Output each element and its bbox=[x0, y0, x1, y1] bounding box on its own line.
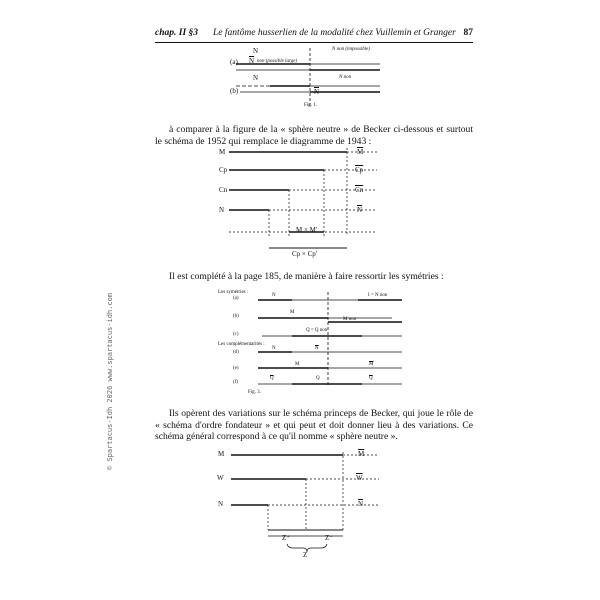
side-watermark: © Spartacus-Idh 2026 www.spartacus-idh.com bbox=[106, 292, 114, 470]
fig2-row-cn-left: Cn bbox=[219, 186, 228, 194]
fig3-heading-complementarities: Les complémentarités : bbox=[218, 342, 265, 347]
fig3-row-b-l1: M bbox=[290, 310, 295, 315]
paragraph-1: à comparer à la figure de la « sphère neutre » de Becker ci-dessous et surtout le schéma de 1952 qui remplace le diagramme de 1943 : bbox=[155, 124, 473, 147]
fig2-outer-label: Cp × Cp' bbox=[292, 250, 318, 258]
fig3-row-a-l1: N bbox=[272, 293, 276, 298]
fig3-row-f-l3: $\overline{Q}$ bbox=[369, 376, 373, 381]
fig3-row-c-l1: Q = Q non bbox=[306, 328, 328, 333]
fig3-caption: Fig. 3. bbox=[248, 390, 261, 395]
fig1-row-a-n-note: N non (impossible) bbox=[332, 47, 371, 52]
fig3-row-e-l3: $\overline{M}$ bbox=[369, 362, 374, 367]
fig3-row-f-tag: (f) bbox=[233, 380, 238, 385]
fig3-row-f-l1: $\overline{Q}$ bbox=[270, 376, 274, 381]
fig4-z-label: Z bbox=[303, 551, 308, 559]
fig1-row-b-label: (b) bbox=[230, 87, 239, 95]
chapter-label: chap. II §3 bbox=[155, 28, 199, 38]
paragraph-3: Ils opèrent des variations sur le schéma princeps de Becker, qui joue le rôle de « schéma d'ordre fondateur » et qui peut et doit donner lieu à des variations. Ce schéma général correspond à ce qu'il nomme « sphère neutre ». bbox=[155, 408, 473, 442]
paragraph-2: Il est complété à la page 185, de manière à faire ressortir les symétries : bbox=[169, 271, 444, 282]
fig3-row-e-l1: M bbox=[295, 362, 300, 367]
fig2-inner-label: M × M' bbox=[296, 226, 318, 234]
fig3-row-d-tag: (d) bbox=[233, 350, 239, 355]
fig1-row-b-nbar: $\overline{N}$ bbox=[314, 88, 320, 96]
figure-2-diagram bbox=[229, 148, 379, 256]
fig4-row-n-left: N bbox=[218, 500, 224, 508]
fig4-zminus-label: Z⁻ bbox=[325, 534, 333, 542]
fig3-row-b-tag: (b) bbox=[233, 314, 239, 319]
fig2-row-cp-left: Cp bbox=[219, 166, 228, 174]
fig2-row-cn-right: $\overline{Cn}$ bbox=[355, 186, 364, 194]
fig3-row-a-tag: (a) bbox=[233, 296, 239, 301]
fig3-heading-symmetries: Les symétries : bbox=[218, 290, 249, 295]
fig4-row-n-right: $\overline{N}$ bbox=[358, 500, 364, 508]
fig1-caption: Fig. 1. bbox=[304, 103, 317, 108]
fig1-row-a-label: (a) bbox=[230, 58, 238, 66]
fig3-row-c-tag: (c) bbox=[233, 332, 239, 337]
fig2-row-n-right: $\overline{N}$ bbox=[357, 206, 363, 214]
fig4-zplus-label: Z⁺ bbox=[282, 534, 290, 542]
fig1-row-a-nbar-note: non (possible large) bbox=[257, 59, 298, 64]
fig1-row-a-n: N bbox=[253, 47, 259, 55]
fig4-row-w-left: W bbox=[217, 474, 224, 482]
fig2-row-n-left: N bbox=[219, 206, 225, 214]
fig3-row-b-l3: M non bbox=[343, 317, 357, 322]
fig1-row-a-nbar: $\overline{N}$ bbox=[249, 57, 255, 65]
fig3-row-a-l3: I = N non bbox=[368, 293, 388, 298]
figure-3-diagram bbox=[252, 292, 410, 388]
fig4-row-m-left: M bbox=[218, 450, 225, 458]
fig1-row-b-n: N bbox=[253, 74, 259, 82]
fig3-row-e-tag: (e) bbox=[233, 366, 239, 371]
fig4-row-w-right: $\overline{W}$ bbox=[356, 474, 363, 482]
fig3-row-f-l2: Q bbox=[316, 376, 320, 381]
fig4-row-m-right: $\overline{M}$ bbox=[358, 450, 365, 458]
fig2-row-m-right: $\overline{M}$ bbox=[357, 148, 364, 156]
page-number: 87 bbox=[463, 28, 473, 38]
running-header bbox=[155, 28, 473, 42]
fig2-row-m-left: M bbox=[219, 148, 226, 156]
fig2-row-cp-right: $\overline{Cp}$ bbox=[355, 166, 364, 174]
fig1-row-b-n-note: N non bbox=[339, 75, 352, 80]
header-rule bbox=[155, 42, 473, 43]
fig3-row-d-l2: $\overline{N}$ bbox=[315, 346, 319, 351]
fig3-row-d-l1: N bbox=[272, 346, 276, 351]
running-title: Le fantôme husserlien de la modalité chez Vuillemin et Granger bbox=[213, 28, 456, 38]
